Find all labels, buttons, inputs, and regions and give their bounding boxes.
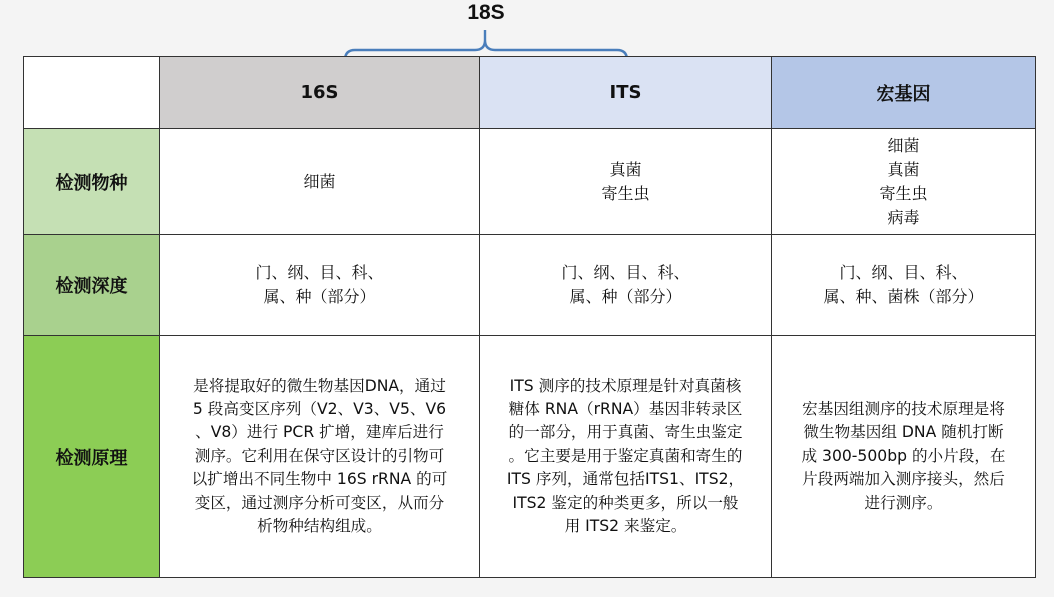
brace-label-18s: 18S xyxy=(467,1,505,24)
cell-depth-its xyxy=(480,235,772,336)
comparison-table xyxy=(23,56,1036,578)
cell-depth-metagenome xyxy=(772,235,1036,336)
row-species xyxy=(24,129,1036,235)
cell-line: ITS2 鉴定的种类更多，所以一般 xyxy=(512,493,739,512)
cell-line: 成 300-500bp 的小片段，在 xyxy=(801,446,1006,465)
row-label-depth: 检测深度 xyxy=(24,235,160,336)
cell-line: 用 ITS2 来鉴定。 xyxy=(564,517,687,536)
header-row xyxy=(24,57,1036,129)
row-label-species: 检测物种 xyxy=(24,129,160,235)
cell-species-metagenome xyxy=(772,129,1036,235)
cell-line: 宏基因组测序的技术原理是将 xyxy=(802,399,1005,418)
header-16s: 16S xyxy=(160,57,480,129)
cell-species-its xyxy=(480,129,772,235)
cell-line: 细菌 xyxy=(303,171,336,191)
cell-line: 5 段高变区序列（V2、V3、V5、V6 xyxy=(192,399,447,418)
cell-species-16s xyxy=(160,129,480,235)
cell-line: 。它主要是用于鉴定真菌和寄生的 xyxy=(508,446,743,465)
cell-line: 测序。它利用在保守区设计的引物可 xyxy=(194,446,445,465)
cell-line: 门、纲、目、科、 xyxy=(839,263,968,282)
cell-line: ITS 测序的技术原理是针对真菌核 xyxy=(509,376,742,395)
cell-line: 的一部分，用于真菌、寄生虫鉴定 xyxy=(508,423,743,442)
cell-line: 糖体 RNA（rRNA）基因非转录区 xyxy=(508,399,743,418)
cell-line: 寄生虫 xyxy=(879,183,928,203)
cell-line: 寄生虫 xyxy=(601,183,650,203)
cell-line: 变区，通过测序分析可变区，从而分 xyxy=(194,493,445,512)
cell-line: 属、种（部分） xyxy=(263,287,376,306)
row-label-principle: 检测原理 xyxy=(24,336,160,578)
cell-line: 细菌 xyxy=(887,135,920,155)
corner-cell xyxy=(24,57,160,129)
cell-line: 属、种（部分） xyxy=(569,287,682,306)
cell-line: 以扩增出不同生物中 16S rRNA 的可 xyxy=(191,470,448,489)
cell-line: 微生物基因组 DNA 随机打断 xyxy=(803,423,1004,442)
cell-principle-16s xyxy=(160,336,480,578)
cell-line: 属、种、菌株（部分） xyxy=(823,287,984,306)
cell-principle-its xyxy=(480,336,772,578)
cell-line: 片段两端加入测序接头，然后 xyxy=(802,470,1005,489)
cell-depth-16s xyxy=(160,235,480,336)
cell-line: 真菌 xyxy=(609,159,642,179)
cell-principle-metagenome xyxy=(772,336,1036,578)
header-its: ITS xyxy=(480,57,772,129)
cell-line: 、V8）进行 PCR 扩增，建库后进行 xyxy=(195,423,444,442)
cell-line: 进行测序。 xyxy=(864,493,943,512)
row-principle xyxy=(24,336,1036,578)
header-metagenome: 宏基因 xyxy=(772,57,1036,129)
cell-line: ITS 序列，通常包括ITS1、ITS2， xyxy=(506,470,745,489)
row-depth xyxy=(24,235,1036,336)
cell-line: 门、纲、目、科、 xyxy=(561,263,690,282)
cell-line: 病毒 xyxy=(887,207,920,227)
cell-line: 真菌 xyxy=(887,159,920,179)
cell-line: 析物种结构组成。 xyxy=(257,517,382,536)
cell-line: 是将提取好的微生物基因DNA，通过 xyxy=(193,376,446,395)
cell-line: 门、纲、目、科、 xyxy=(255,263,384,282)
